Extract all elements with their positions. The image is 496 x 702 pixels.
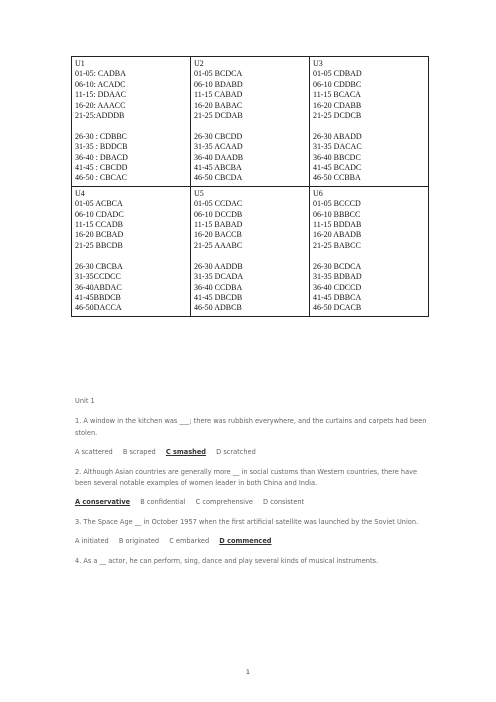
key-line: 31-35 : BDDCB xyxy=(75,142,128,152)
key-line: 26-30 CBCDD xyxy=(194,131,243,141)
key-line: 41-45 BCADC xyxy=(313,163,362,173)
unit-cell-u2 xyxy=(191,57,310,187)
option: C comprehensive xyxy=(195,498,253,507)
key-line: 41-45 DBCDB xyxy=(194,292,243,302)
key-line: 01-05 BCDCA xyxy=(194,69,243,79)
key-line: 36-40ABDAC xyxy=(75,282,122,292)
key-line: 21-25 BBCDB xyxy=(75,240,123,250)
key-line: 36-40 CCDBA xyxy=(194,282,243,292)
answer-key-table xyxy=(71,56,429,317)
key-line: 46-50 ADBCB xyxy=(194,303,242,313)
key-line: 41-45 DBBCA xyxy=(313,292,362,302)
key-line: 21-25 DCDAB xyxy=(194,111,243,121)
key-line: 36-40 BBCDC xyxy=(313,152,361,162)
key-line: 16-20 BCBAD xyxy=(75,230,124,240)
key-line: 01-05 BCCCD xyxy=(313,199,361,209)
key-line: 11-15 CABAD xyxy=(194,90,243,100)
key-line: 01-05 ACBCA xyxy=(75,199,123,209)
key-line: 41-45BBDCB xyxy=(75,292,121,302)
option: B originated xyxy=(118,537,160,546)
key-line: 46-50 CCBBA xyxy=(313,173,361,183)
key-line: 11-15 BABAD xyxy=(194,220,243,230)
option-answer: C smashed xyxy=(165,448,207,457)
key-line: 06-10 BBBCC xyxy=(313,209,361,219)
key-line: 11-15: DDAAC xyxy=(75,90,127,100)
key-line: 06-10 CDDBC xyxy=(313,79,362,89)
key-line: 46-50 CBCDA xyxy=(194,173,243,183)
unit-cell-u6 xyxy=(310,186,429,316)
answer-key-row xyxy=(72,186,429,316)
key-line: 46-50DACCA xyxy=(75,303,122,313)
key-line: 21-25 DCDCB xyxy=(313,111,362,121)
option: D scratched xyxy=(216,448,256,457)
question-options xyxy=(75,447,430,458)
key-line: 36-40 DAADB xyxy=(194,152,244,162)
key-line: 31-35 ACAAD xyxy=(194,142,243,152)
option-answer: A conservative xyxy=(75,498,131,507)
key-line: 31-35CCDCC xyxy=(75,272,121,282)
unit-cell-u4 xyxy=(72,186,191,316)
option: A initiated xyxy=(75,537,109,546)
key-line: 01-05 CDBAD xyxy=(313,69,362,79)
unit-cell-u1 xyxy=(72,57,191,187)
key-line: 26-30 ABADD xyxy=(313,131,362,141)
key-line: 26-30 : CDBBC xyxy=(75,131,128,141)
answer-key-row xyxy=(72,57,429,187)
key-line: 21-25:ADDDB xyxy=(75,111,125,121)
key-line: 46-50 : CBCAC xyxy=(75,173,128,183)
unit-cell-u3 xyxy=(310,57,429,187)
question-stem: 1. A window in the kitchen was ___; there was rubbish everywhere, and the curtains and carpets had been stolen. xyxy=(75,417,427,437)
option-answer: D commenced xyxy=(219,537,272,546)
key-line: 16-20 CDABB xyxy=(313,100,362,110)
question-options xyxy=(75,536,430,547)
unit-name: U2 xyxy=(194,59,204,68)
key-line: 36-40 : DBACD xyxy=(75,152,128,162)
key-line: 06-10 DCCDB xyxy=(194,209,243,219)
key-line: 11-15 BCACA xyxy=(313,90,361,100)
key-line: 11-15 BDDAB xyxy=(313,220,362,230)
page-number: 1 xyxy=(245,668,251,676)
key-line: 41-45 ABCBA xyxy=(194,163,242,173)
questions-section xyxy=(75,396,430,575)
key-line: 16-20 BACCB xyxy=(194,230,242,240)
question-options xyxy=(75,497,430,508)
key-line: 36-40 CDCCD xyxy=(313,282,362,292)
key-line: 06-10: ACADC xyxy=(75,79,126,89)
key-line: 31-35 BDBAD xyxy=(313,272,362,282)
key-line: 31-35 DACAC xyxy=(313,142,362,152)
key-line: 26-30 CBCBA xyxy=(75,261,123,271)
key-line: 16-20 BABAC xyxy=(194,100,243,110)
key-line: 06-10 BDABD xyxy=(194,79,243,89)
key-line: 16-20: AAACC xyxy=(75,100,126,110)
key-line: 01-05 CCDAC xyxy=(194,199,243,209)
key-line: 21-25 BABCC xyxy=(313,240,361,250)
unit-name: U3 xyxy=(313,59,323,68)
option: B confidential xyxy=(140,498,186,507)
question-stem: 4. As a __ actor, he can perform, sing, dance and play several kinds of musical instruments. xyxy=(75,556,379,565)
option: B scraped xyxy=(122,448,156,457)
question-stem: 2. Although Asian countries are generally more __ in social customs than Western countries, there have been several notable examples of women leader in both China and India. xyxy=(75,467,418,488)
unit-name: U1 xyxy=(75,59,85,68)
key-line: 16-20 ABADB xyxy=(313,230,362,240)
unit-heading: Unit 1 xyxy=(75,397,95,405)
unit-name: U4 xyxy=(75,188,85,198)
unit-name: U6 xyxy=(313,188,323,198)
option: A scattered xyxy=(75,448,113,457)
key-line: 06-10 CDADC xyxy=(75,209,124,219)
unit-name: U5 xyxy=(194,188,204,198)
question-stem: 3. The Space Age __ in October 1957 when the first artificial satellite was launched by the Soviet Union. xyxy=(75,517,419,526)
key-line: 31-35 DCADA xyxy=(194,272,244,282)
key-line: 41-45 : CBCDD xyxy=(75,163,128,173)
unit-cell-u5 xyxy=(191,186,310,316)
key-line: 21-25 AAABC xyxy=(194,240,243,250)
key-line: 11-15 CCADB xyxy=(75,220,123,230)
key-line: 46-50 DCACB xyxy=(313,303,362,313)
option: C embarked xyxy=(169,537,210,546)
option: D consistent xyxy=(263,498,305,507)
key-line: 01-05: CADBA xyxy=(75,69,126,79)
key-line: 26-30 BCDCA xyxy=(313,261,362,271)
key-line: 26-30 AADDB xyxy=(194,261,243,271)
